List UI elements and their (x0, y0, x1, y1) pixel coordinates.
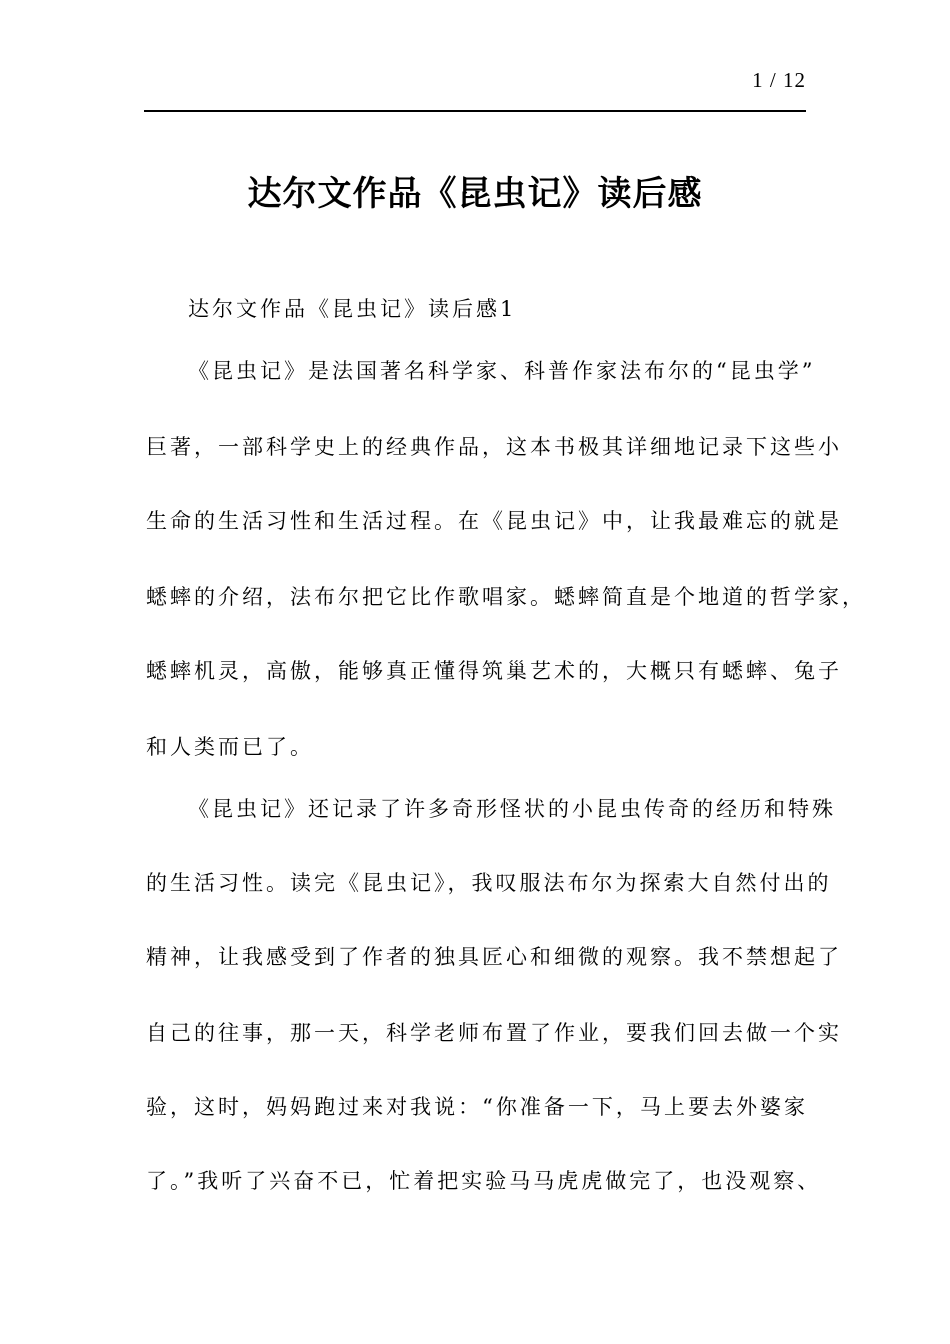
paragraph-line: 蟋蟀的介绍，法布尔把它比作歌唱家。蟋蟀简直是个地道的哲学家， (146, 585, 866, 609)
paragraph-line: 验，这时，妈妈跑过来对我说：“你准备一下，马上要去外婆家 (146, 1095, 808, 1119)
paragraph-line: 《昆虫记》是法国著名科学家、科普作家法布尔的“昆虫学” (188, 359, 816, 383)
header-rule (144, 110, 806, 112)
paragraph-line: 的生活习性。读完《昆虫记》，我叹服法布尔为探索大自然付出的 (146, 871, 832, 895)
paragraph-line: 和人类而已了。 (146, 735, 314, 759)
paragraph-line: 精神，让我感受到了作者的独具匠心和细微的观察。我不禁想起了 (146, 945, 842, 969)
document-title: 达尔文作品《昆虫记》读后感 (247, 174, 703, 214)
paragraph-line: 了。”我听了兴奋不已，忙着把实验马马虎虎做完了，也没观察、 (146, 1169, 822, 1193)
section-heading: 达尔文作品《昆虫记》读后感1 (188, 297, 517, 321)
paragraph-line: 《昆虫记》还记录了许多奇形怪状的小昆虫传奇的经历和特殊 (188, 797, 836, 821)
paragraph-line: 蟋蟀机灵，高傲，能够真正懂得筑巢艺术的，大概只有蟋蟀、兔子 (146, 659, 842, 683)
paragraph-line: 巨著，一部科学史上的经典作品，这本书极其详细地记录下这些小 (146, 435, 842, 459)
page-number: 1 / 12 (752, 68, 806, 92)
paragraph-line: 自己的往事，那一天，科学老师布置了作业，要我们回去做一个实 (146, 1021, 842, 1045)
paragraph-line: 生命的生活习性和生活过程。在《昆虫记》中，让我最难忘的就是 (146, 509, 842, 533)
